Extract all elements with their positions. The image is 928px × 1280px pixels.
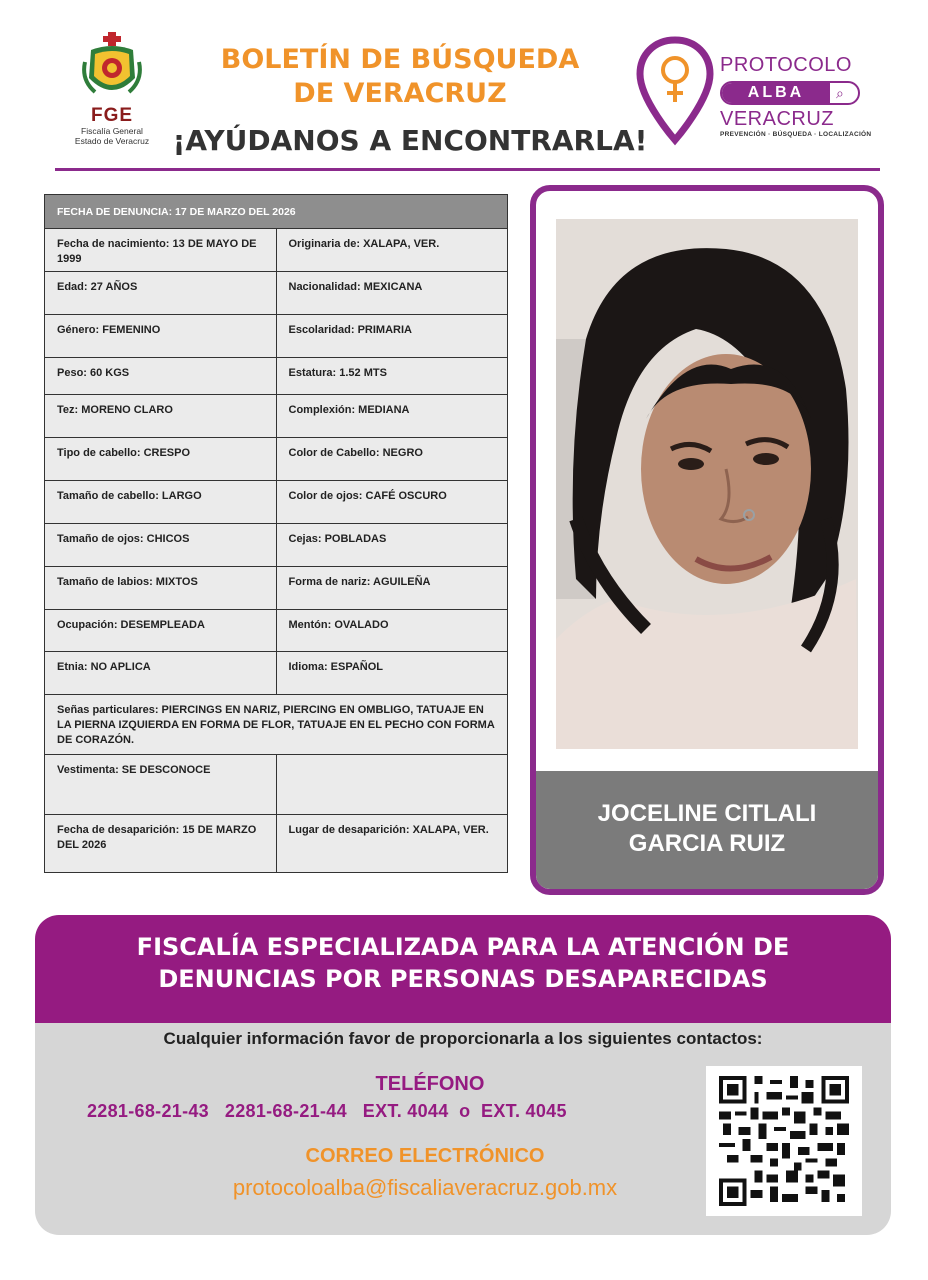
phone-numbers[interactable]: 2281-68-21-43 2281-68-21-44 EXT. 4044 o EXT. 4045 — [87, 1101, 567, 1121]
table-row — [45, 315, 508, 358]
table-row — [45, 438, 508, 481]
table-row — [45, 358, 508, 395]
bulletin-title-line2: DE VERACRUZ — [293, 78, 507, 109]
detail-cell: Complexión: MEDIANA — [276, 395, 508, 438]
search-icon: ⌕ — [836, 85, 844, 101]
person-details-table — [44, 194, 508, 873]
protocol-logo-box-fill — [722, 83, 830, 103]
agency-banner — [35, 915, 891, 1025]
disappearance-place: Lugar de desaparición: XALAPA, VER. — [276, 815, 508, 873]
bulletin-subtitle: ¡AYÚDANOS A ENCONTRARLA! — [172, 124, 648, 157]
agency-abbreviation: FGE — [90, 105, 134, 126]
detail-cell: Escolaridad: PRIMARIA — [276, 315, 508, 358]
report-date-row — [45, 195, 508, 229]
female-symbol-pin-icon — [636, 36, 714, 146]
protocolo-alba-logo — [636, 36, 876, 146]
agency-banner-text — [35, 931, 891, 995]
table-row — [45, 395, 508, 438]
detail-cell: Originaria de: XALAPA, VER. — [276, 229, 508, 272]
missing-person-photo — [556, 219, 858, 749]
detail-cell: Idioma: ESPAÑOL — [276, 652, 508, 695]
detail-cell: Color de ojos: CAFÉ OSCURO — [276, 481, 508, 524]
empty-cell — [276, 755, 508, 815]
table-row — [45, 695, 508, 755]
header-divider — [55, 168, 880, 171]
detail-cell: Cejas: POBLADAS — [276, 524, 508, 567]
qr-code-icon — [718, 1076, 850, 1206]
email-address[interactable]: protocoloalba@fiscaliaveracruz.gob.mx — [232, 1175, 618, 1200]
detail-cell: Género: FEMENINO — [45, 315, 277, 358]
detail-cell: Estatura: 1.52 MTS — [276, 358, 508, 395]
table-row — [45, 481, 508, 524]
agency-name-line1: Fiscalía General — [81, 126, 143, 136]
disappearance-date: Fecha de desaparición: 15 DE MARZO DEL 2026 — [45, 815, 277, 873]
detail-cell: Tez: MORENO CLARO — [45, 395, 277, 438]
protocol-logo-line2: ALBA — [747, 84, 805, 101]
agency-name-line2: Estado de Veracruz — [74, 136, 150, 146]
detail-cell: Tipo de cabello: CRESPO — [45, 438, 277, 481]
detail-cell: Edad: 27 AÑOS — [45, 272, 277, 315]
report-date: FECHA DE DENUNCIA: 17 DE MARZO DEL 2026 — [45, 195, 508, 229]
detail-cell: Tamaño de cabello: LARGO — [45, 481, 277, 524]
table-row — [45, 229, 508, 272]
portrait-illustration — [556, 219, 858, 749]
table-row — [45, 755, 508, 815]
detail-cell: Mentón: OVALADO — [276, 610, 508, 652]
person-name-band — [536, 771, 878, 889]
detail-cell: Fecha de nacimiento: 13 DE MAYO DE 1999 — [45, 229, 277, 272]
contact-intro: Cualquier información favor de proporcionarla a los siguientes contactos: — [163, 1029, 763, 1048]
distinguishing-marks: Señas particulares: PIERCINGS EN NARIZ, PIERCING EN OMBLIGO, TATUAJE EN LA PIERNA IZQUIERDA EN FORMA DE FLOR, TATUAJE EN EL PECHO CON FORMA DE CORAZÓN. — [45, 695, 508, 755]
protocol-logo-line3: VERACRUZ — [720, 108, 835, 130]
detail-cell: Ocupación: DESEMPLEADA — [45, 610, 277, 652]
email-label: CORREO ELECTRÓNICO — [305, 1145, 545, 1167]
clothing: Vestimenta: SE DESCONOCE — [45, 755, 277, 815]
protocol-logo-line1: PROTOCOLO — [720, 54, 852, 76]
detail-cell: Forma de nariz: AGUILEÑA — [276, 567, 508, 610]
agency-banner-line2: DENUNCIAS POR PERSONAS DESAPARECIDAS — [158, 965, 768, 993]
table-row — [45, 567, 508, 610]
bulletin-title-line1: BOLETÍN DE BÚSQUEDA — [220, 44, 580, 75]
qr-code[interactable] — [706, 1066, 862, 1216]
detail-cell: Nacionalidad: MEXICANA — [276, 272, 508, 315]
table-row — [45, 815, 508, 873]
phone-label: TELÉFONO — [375, 1073, 485, 1095]
table-row — [45, 524, 508, 567]
state-coat-of-arms-icon — [81, 32, 143, 104]
person-name — [536, 799, 878, 859]
agency-banner-line1: FISCALÍA ESPECIALIZADA PARA LA ATENCIÓN DE — [136, 933, 790, 961]
protocol-logo-tagline: PREVENCIÓN · BÚSQUEDA · LOCALIZACIÓN — [720, 131, 872, 138]
detail-cell: Etnia: NO APLICA — [45, 652, 277, 695]
detail-cell: Tamaño de ojos: CHICOS — [45, 524, 277, 567]
protocol-logo-box — [720, 81, 860, 105]
detail-cell: Peso: 60 KGS — [45, 358, 277, 395]
detail-cell: Color de Cabello: NEGRO — [276, 438, 508, 481]
person-name-line1: JOCELINE CITLALI — [597, 800, 817, 827]
table-row — [45, 610, 508, 652]
fge-logo — [62, 32, 162, 146]
person-name-line2: GARCIA RUIZ — [628, 830, 786, 857]
photo-card — [530, 185, 884, 895]
table-row — [45, 272, 508, 315]
table-row — [45, 652, 508, 695]
detail-cell: Tamaño de labios: MIXTOS — [45, 567, 277, 610]
